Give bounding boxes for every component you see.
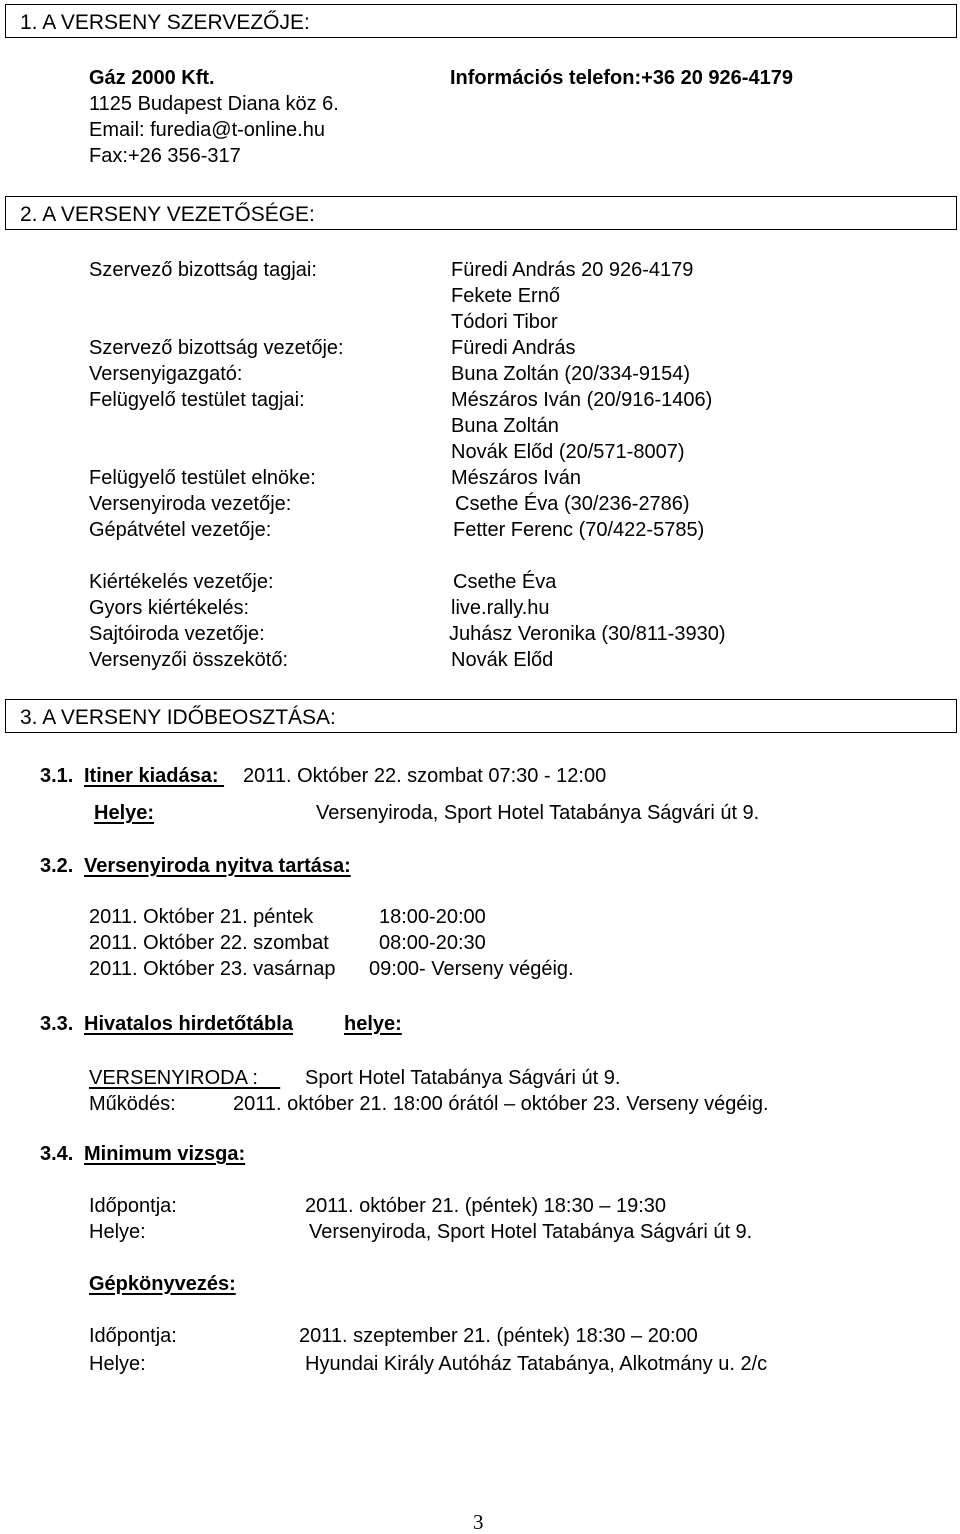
- s34-place-value: Versenyiroda, Sport Hotel Tatabánya Ságvári út 9.: [309, 1221, 753, 1243]
- gepkonyvezes-title: Gépkönyvezés:: [89, 1273, 236, 1295]
- org-name: Gáz 2000 Kft.: [89, 67, 215, 89]
- s34-time-value: 2011. október 21. (péntek) 18:30 – 19:30: [305, 1195, 667, 1217]
- s31-number: 3.1.: [40, 765, 74, 787]
- s32-day: 2011. Október 21. péntek: [89, 906, 314, 928]
- org-address: 1125 Budapest Diana köz 6.: [89, 93, 339, 115]
- org-email: Email: furedia@t-online.hu: [89, 119, 325, 141]
- org-fax: Fax:+26 356-317: [89, 145, 241, 167]
- s32-title: Versenyiroda nyitva tartása:: [84, 855, 351, 877]
- s34-title: Minimum vizsga:: [84, 1143, 246, 1165]
- mgmt-label: Felügyelő testület tagjai:: [89, 389, 305, 411]
- gepkonyvezes-place-label: Helye:: [89, 1353, 146, 1375]
- mgmt-label: Felügyelő testület elnöke:: [89, 467, 316, 489]
- s33-office-place: Sport Hotel Tatabánya Ságvári út 9.: [305, 1067, 621, 1089]
- s32-time: 18:00-20:00: [379, 906, 486, 928]
- mgmt-value: live.rally.hu: [451, 597, 550, 619]
- s33-title: Hivatalos hirdetőtábla: [84, 1013, 293, 1035]
- mgmt-value: Novák Előd (20/571-8007): [451, 441, 685, 463]
- section3-heading: 3. A VERSENY IDŐBEOSZTÁSA:: [20, 706, 336, 729]
- mgmt-label: Szervező bizottság tagjai:: [89, 259, 317, 281]
- s33-operation-value: 2011. október 21. 18:00 órától – október 23. Verseny végéig.: [233, 1093, 769, 1115]
- s34-number: 3.4.: [40, 1143, 74, 1165]
- mgmt-label: Gyors kiértékelés:: [89, 597, 250, 619]
- mgmt-value: Mészáros Iván: [451, 467, 582, 489]
- section3-heading-box: [5, 699, 957, 733]
- mgmt-label: Versenyigazgató:: [89, 363, 243, 385]
- mgmt-value: Mészáros Iván (20/916-1406): [451, 389, 713, 411]
- mgmt-value: Csethe Éva: [453, 571, 557, 593]
- s34-place-label: Helye:: [89, 1221, 146, 1243]
- mgmt-value: Juhász Veronika (30/811-3930): [449, 623, 726, 645]
- mgmt-label: Szervező bizottság vezetője:: [89, 337, 344, 359]
- mgmt-label: Kiértékelés vezetője:: [89, 571, 274, 593]
- mgmt-value: Novák Előd: [451, 649, 554, 671]
- mgmt-label: Gépátvétel vezetője:: [89, 519, 272, 541]
- s31-title: Itiner kiadása:: [84, 765, 225, 787]
- s33-operation-label: Működés:: [89, 1093, 176, 1115]
- s31-place-label: Helye:: [94, 802, 155, 824]
- s34-time-label: Időpontja:: [89, 1195, 177, 1217]
- s32-number: 3.2.: [40, 855, 74, 877]
- mgmt-value: Fekete Ernő: [451, 285, 560, 307]
- gepkonyvezes-place-value: Hyundai Király Autóház Tatabánya, Alkotmány u. 2/c: [305, 1353, 768, 1375]
- mgmt-value: Fetter Ferenc (70/422-5785): [453, 519, 705, 541]
- info-phone: Információs telefon:+36 20 926-4179: [450, 67, 793, 89]
- gepkonyvezes-time-label: Időpontja:: [89, 1325, 177, 1347]
- s33-number: 3.3.: [40, 1013, 74, 1035]
- mgmt-value: Buna Zoltán: [451, 415, 559, 437]
- s32-day: 2011. Október 22. szombat: [89, 932, 329, 954]
- s33-office-label: VERSENYIRODA :: [89, 1067, 281, 1089]
- section1-heading: 1. A VERSENY SZERVEZŐJE:: [20, 11, 310, 34]
- s32-time: 08:00-20:30: [379, 932, 486, 954]
- gepkonyvezes-time-value: 2011. szeptember 21. (péntek) 18:30 – 20:00: [299, 1325, 698, 1347]
- page-number: 3: [473, 1510, 484, 1534]
- mgmt-value: Buna Zoltán (20/334-9154): [451, 363, 691, 385]
- section1-heading-box: [5, 4, 957, 38]
- mgmt-value: Tódori Tibor: [451, 311, 558, 333]
- section2-heading-box: [5, 196, 957, 230]
- mgmt-value: Füredi András 20 926-4179: [451, 259, 694, 281]
- s31-place: Versenyiroda, Sport Hotel Tatabánya Ságvári út 9.: [316, 802, 760, 824]
- s31-date: 2011. Október 22. szombat 07:30 - 12:00: [243, 765, 607, 787]
- section2-heading: 2. A VERSENY VEZETŐSÉGE:: [20, 203, 315, 226]
- s32-time: 09:00- Verseny végéig.: [369, 958, 574, 980]
- mgmt-label: Versenyzői összekötő:: [89, 649, 288, 671]
- mgmt-value: Csethe Éva (30/236-2786): [455, 493, 690, 515]
- mgmt-label: Sajtóiroda vezetője:: [89, 623, 265, 645]
- mgmt-label: Versenyiroda vezetője:: [89, 493, 292, 515]
- s33-title-suffix: helye:: [344, 1013, 402, 1035]
- s32-day: 2011. Október 23. vasárnap: [89, 958, 336, 980]
- mgmt-value: Füredi András: [451, 337, 576, 359]
